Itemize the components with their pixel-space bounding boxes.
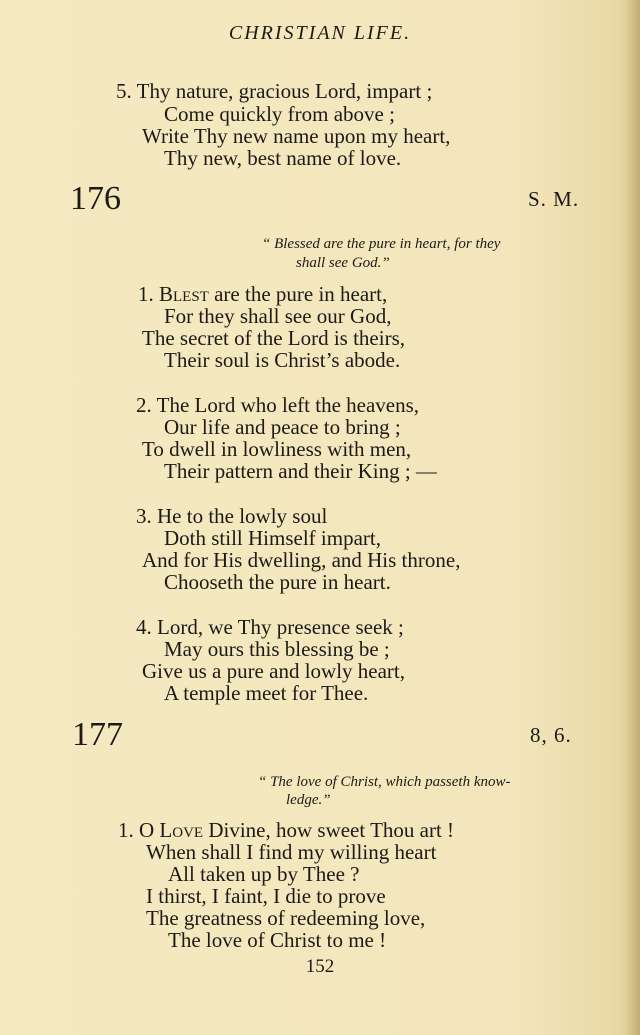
hymn-number: 176 <box>70 180 121 217</box>
verse-line: Thy new, best name of love. <box>164 146 402 170</box>
verse-line: Come quickly from above ; <box>164 102 395 126</box>
verse-line: When shall I find my willing heart <box>146 840 437 864</box>
verse-line-rest: are the pure in heart, <box>208 282 388 306</box>
verse-line: A temple meet for Thee. <box>164 681 369 705</box>
epigraph-line: “ Blessed are the pure in heart, for they <box>262 236 501 252</box>
verse-line: Their pattern and their King ; — <box>164 459 437 483</box>
verse-line: Doth still Himself impart, <box>164 526 381 550</box>
drop-word: O Love <box>139 818 204 842</box>
verse-line: The secret of the Lord is theirs, <box>142 326 405 350</box>
verse-line: And for His dwelling, and His throne, <box>142 548 461 572</box>
verse-line: Write Thy new name upon my heart, <box>142 124 451 148</box>
verse-line: Our life and peace to bring ; <box>164 415 401 439</box>
verse-number: 1. <box>138 282 154 306</box>
verse-line: The greatness of redeeming love, <box>146 906 426 930</box>
verse-line-rest: Divine, how sweet Thou art ! <box>203 818 455 842</box>
epigraph-line: “ The love of Christ, which passeth know- <box>258 774 511 790</box>
verse-line: All taken up by Thee ? <box>168 862 360 886</box>
verse-line: 4. Lord, we Thy presence seek ; <box>136 615 404 639</box>
hymn-number: 177 <box>72 716 123 753</box>
verse-line: For they shall see our God, <box>164 304 392 328</box>
hymn-meter: 8, 6. <box>530 723 572 747</box>
epigraph-line: ledge.” <box>286 792 331 808</box>
running-head: CHRISTIAN LIFE. <box>228 22 412 44</box>
drop-word: Blest <box>159 282 209 306</box>
verse-line: May ours this blessing be ; <box>164 637 390 661</box>
verse-line: Their soul is Christ’s abode. <box>164 348 401 372</box>
verse-line: 2. The Lord who left the heavens, <box>136 393 420 417</box>
epigraph-line: shall see God.” <box>296 255 390 271</box>
verse-line: I thirst, I faint, I die to prove <box>146 884 386 908</box>
verse-line: 5. Thy nature, gracious Lord, impart ; <box>116 79 433 103</box>
verse-line: Give us a pure and lowly heart, <box>142 659 406 683</box>
page-edge-shadow <box>626 0 640 1035</box>
page-number: 152 <box>305 956 335 977</box>
verse-line: The love of Christ to me ! <box>168 928 387 952</box>
verse-line: To dwell in lowliness with men, <box>142 437 412 461</box>
verse-line: Chooseth the pure in heart. <box>164 570 391 594</box>
verse-number: 1. <box>118 818 134 842</box>
hymn-meter: S. M. <box>528 187 580 211</box>
verse-line: 3. He to the lowly soul <box>136 504 328 528</box>
